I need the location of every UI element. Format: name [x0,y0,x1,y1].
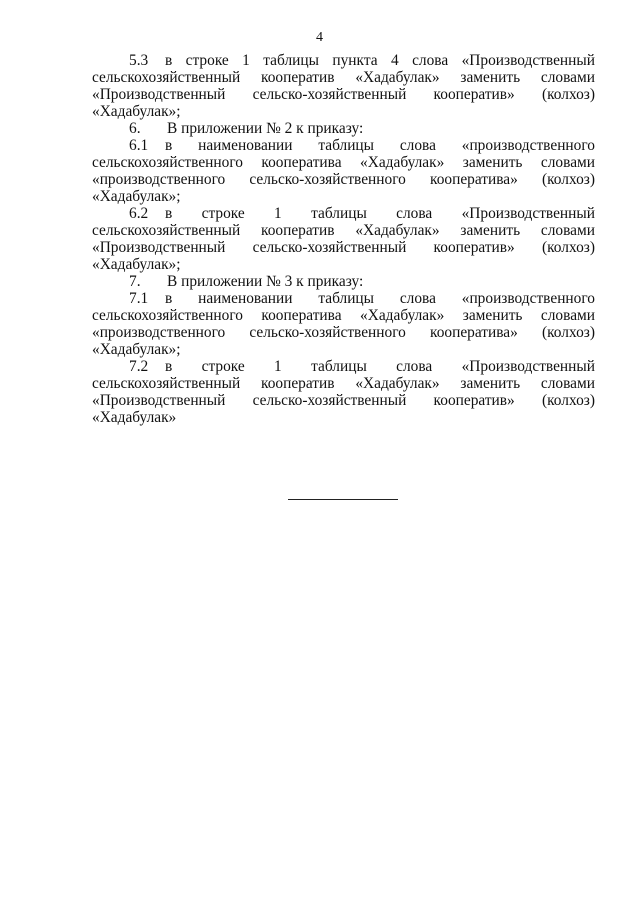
paragraph-6-2 [92,205,595,273]
paragraph-text: В приложении № 3 к приказу: [167,273,364,290]
paragraph-7 [92,273,595,290]
paragraph-5-3 [92,52,595,120]
paragraph-text: в строке 1 таблицы пункта 4 слова «Производственный сельскохозяйственный кооператив «Хадабулак» заменить словами «Производственный сельско-хозяйственный кооператив» (колхоз) «Хадабулак»; [92,52,595,120]
paragraph-7-1 [92,290,595,358]
paragraph-number: 5.3 [129,52,149,69]
paragraph-number: 7.1 [129,290,149,307]
paragraph-number: 6.1 [129,137,149,154]
paragraph-number: 6.2 [129,205,149,222]
paragraph-6 [92,120,595,137]
document-body [92,52,595,426]
paragraph-7-2 [92,358,595,426]
paragraph-number: 6. [129,120,141,137]
end-separator-line [288,499,398,500]
paragraph-number: 7. [129,273,141,290]
paragraph-6-1 [92,137,595,205]
paragraph-text: в наименовании таблицы слова «производственного сельскохозяйственного кооператива «Хадабулак» заменить словами «производственного сельско-хозяйственного кооператива» (колхоз) «Хадабулак»; [92,137,595,205]
paragraph-text: В приложении № 2 к приказу: [167,120,364,137]
paragraph-text: в наименовании таблицы слова «производственного сельскохозяйственного кооператива «Хадабулак» заменить словами «производственного сельско-хозяйственного кооператива» (колхоз) «Хадабулак»; [92,290,595,358]
paragraph-number: 7.2 [129,358,149,375]
paragraph-text: в строке 1 таблицы слова «Производственный сельскохозяйственный кооператив «Хадабулак» заменить словами «Производственный сельско-хозяйственный кооператив» (колхоз) «Хадабулак» [92,358,595,426]
page-number: 4 [316,30,323,45]
paragraph-text: в строке 1 таблицы слова «Производственный сельскохозяйственный кооператив «Хадабулак» заменить словами «Производственный сельско-хозяйственный кооператив» (колхоз) «Хадабулак»; [92,205,595,273]
